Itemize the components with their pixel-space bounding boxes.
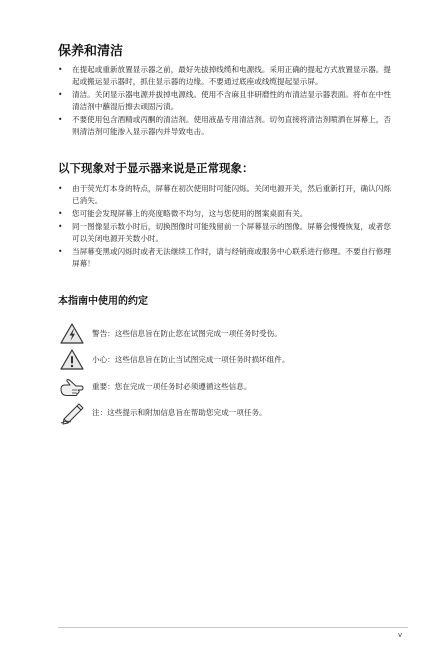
pointing-hand-icon (58, 375, 86, 399)
list-item: • 在提起或重新放置显示器之前，最好先拔掉线缆和电源线。采用正确的提起方式放置显示器。提起或搬运显示器时，抓住显示器的边缘。不要通过底座或线缆提起显示屏。 (58, 65, 391, 86)
list-item-text: 当屏幕变黑或闪烁时或者无法继续工作时，请与经销商或服务中心联系进行修理。不要自行修理屏幕！ (72, 247, 391, 268)
warning-notice (58, 322, 392, 346)
list-item: • 由于荧光灯本身的特点，屏幕在初次使用时可能闪烁。关闭电源开关，然后重新打开，确认闪烁已消失。 (58, 184, 391, 205)
footer-divider (58, 627, 408, 628)
list-item-text: 由于荧光灯本身的特点，屏幕在初次使用时可能闪烁。关闭电源开关，然后重新打开，确认闪烁已消失。 (72, 184, 391, 205)
lightning-warning-icon (58, 322, 86, 346)
list-item: • 清洁。关闭显示器电源并拔掉电源线。使用不含麻且非研磨性的布清洁显示器表面。将布在中性清洁剂中蘸湿后擦去顽固污渍。 (58, 90, 391, 111)
page-number: v (398, 631, 403, 639)
normal-phenomena-list (58, 183, 392, 271)
list-item: • 当屏幕变黑或闪烁时或者无法继续工作时，请与经销商或服务中心联系进行修理。不要自行修理屏幕！ (58, 247, 391, 268)
list-item: • 您可能会发现屏幕上的亮度略微不均匀，这与您使用的图案桌面有关。 (58, 209, 308, 218)
normal-phenomena-heading: 以下现象对于显示器来说是正常现象： (58, 161, 254, 175)
list-item-text: 不要使用包含酒精或丙酮的清洁剂。使用液晶专用清洁剂。切勿直接将清洁剂喷洒在屏幕上，否则清洁剂可能渗入显示器内并导致电击。 (72, 115, 391, 136)
list-item-text: 同一图像显示数小时后，切换图像时可能残留前一个屏幕显示的图像。屏幕会慢慢恢复，或者您可以关闭电源开关数小时。 (72, 222, 391, 243)
care-cleaning-list (58, 64, 392, 139)
caution-exclamation-icon (58, 348, 86, 372)
list-item-text: 您可能会发现屏幕上的亮度略微不均匀，这与您使用的图案桌面有关。 (72, 209, 308, 218)
warning-notice-text: 警告：这些信息旨在防止您在试图完成一项任务时受伤。 (92, 329, 282, 338)
list-item: • 同一图像显示数小时后，切换图像时可能残留前一个屏幕显示的图像。屏幕会慢慢恢复，或者您可以关闭电源开关数小时。 (58, 222, 391, 243)
note-notice-text: 注：这些提示和附加信息旨在帮助您完成一项任务。 (92, 408, 267, 417)
note-notice (58, 401, 392, 425)
list-item-text: 清洁。关闭显示器电源并拔掉电源线。使用不含麻且非研磨性的布清洁显示器表面。将布在中性清洁剂中蘸湿后擦去顽固污渍。 (72, 90, 391, 111)
list-item: • 不要使用包含酒精或丙酮的清洁剂。使用液晶专用清洁剂。切勿直接将清洁剂喷洒在屏幕上，否则清洁剂可能渗入显示器内并导致电击。 (58, 115, 391, 136)
important-notice (58, 375, 392, 399)
caution-notice (58, 348, 392, 372)
list-item-text: 在提起或重新放置显示器之前，最好先拔掉线缆和电源线。采用正确的提起方式放置显示器。提起或搬运显示器时，抓住显示器的边缘。不要通过底座或线缆提起显示屏。 (72, 65, 391, 86)
pencil-note-icon (58, 401, 86, 425)
caution-notice-text: 小心：这些信息旨在防止当试图完成一项任务时损坏组件。 (92, 355, 290, 364)
conventions-heading: 本指南中使用的约定 (58, 296, 148, 307)
care-and-cleaning-heading: 保养和清洁 (58, 44, 124, 59)
important-notice-text: 重要：您在完成一项任务时必须遵循这些信息。 (92, 382, 252, 391)
